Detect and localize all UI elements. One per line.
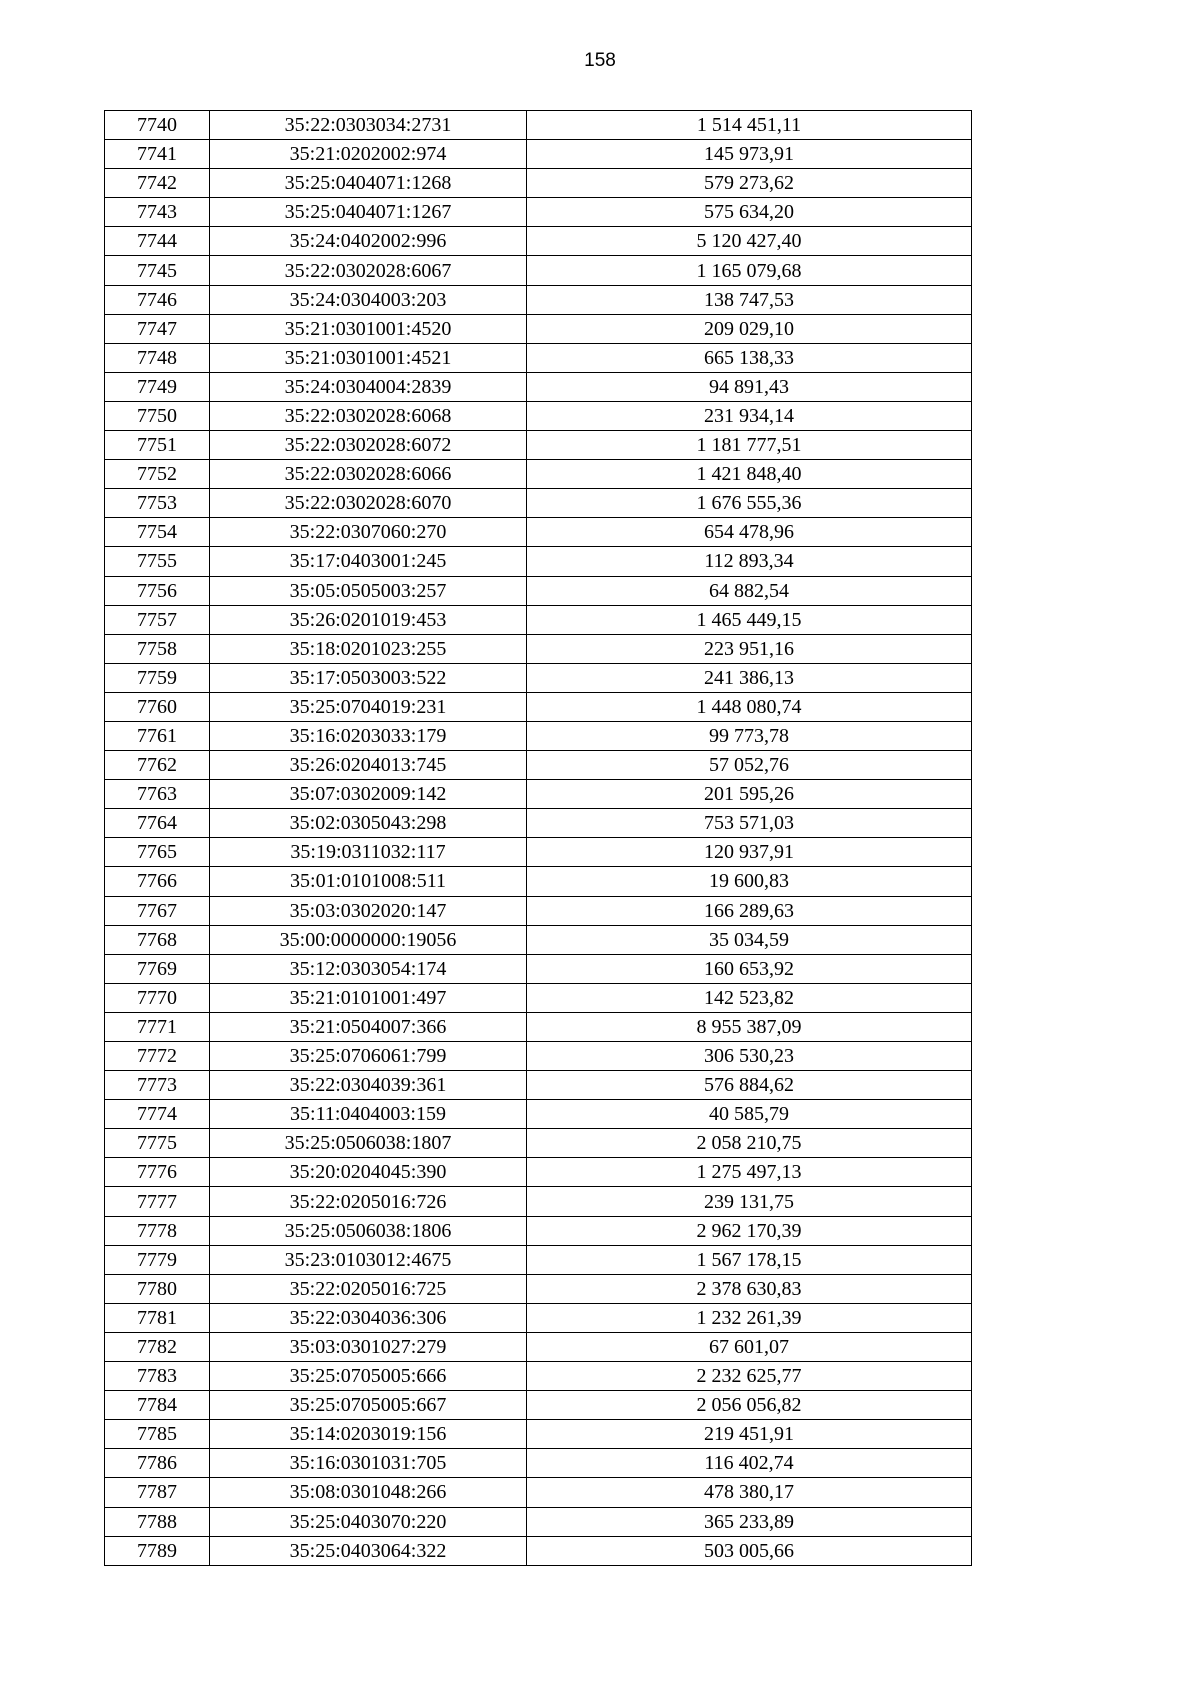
table-row — [105, 1100, 972, 1129]
value-cell: 1 448 080,74 — [527, 692, 972, 721]
table-row — [105, 343, 972, 372]
value-cell: 1 465 449,15 — [527, 605, 972, 634]
value-cell: 478 380,17 — [527, 1478, 972, 1507]
value-cell: 138 747,53 — [527, 285, 972, 314]
row-number-cell: 7783 — [105, 1362, 210, 1391]
row-number-cell: 7778 — [105, 1216, 210, 1245]
cadastral-number-cell: 35:03:0302020:147 — [210, 896, 527, 925]
value-cell: 223 951,16 — [527, 634, 972, 663]
value-cell: 40 585,79 — [527, 1100, 972, 1129]
value-cell: 579 273,62 — [527, 169, 972, 198]
cadastral-number-cell: 35:08:0301048:266 — [210, 1478, 527, 1507]
table-row — [105, 285, 972, 314]
table-row — [105, 576, 972, 605]
cadastral-number-cell: 35:21:0202002:974 — [210, 140, 527, 169]
cadastral-number-cell: 35:25:0404071:1268 — [210, 169, 527, 198]
cadastral-number-cell: 35:24:0304004:2839 — [210, 372, 527, 401]
table-row — [105, 954, 972, 983]
row-number-cell: 7754 — [105, 518, 210, 547]
value-cell: 219 451,91 — [527, 1420, 972, 1449]
table-row — [105, 838, 972, 867]
cadastral-number-cell: 35:22:0302028:6072 — [210, 431, 527, 460]
value-cell: 2 962 170,39 — [527, 1216, 972, 1245]
cadastral-number-cell: 35:25:0705005:667 — [210, 1391, 527, 1420]
cadastral-number-cell: 35:22:0307060:270 — [210, 518, 527, 547]
value-cell: 665 138,33 — [527, 343, 972, 372]
value-cell: 145 973,91 — [527, 140, 972, 169]
cadastral-number-cell: 35:26:0204013:745 — [210, 751, 527, 780]
value-cell: 8 955 387,09 — [527, 1012, 972, 1041]
value-cell: 142 523,82 — [527, 983, 972, 1012]
table-row — [105, 780, 972, 809]
table-row — [105, 634, 972, 663]
table-row — [105, 256, 972, 285]
row-number-cell: 7757 — [105, 605, 210, 634]
cadastral-number-cell: 35:14:0203019:156 — [210, 1420, 527, 1449]
table-row — [105, 1536, 972, 1565]
table-row — [105, 983, 972, 1012]
row-number-cell: 7769 — [105, 954, 210, 983]
cadastral-number-cell: 35:18:0201023:255 — [210, 634, 527, 663]
row-number-cell: 7760 — [105, 692, 210, 721]
cadastral-number-cell: 35:24:0304003:203 — [210, 285, 527, 314]
cadastral-number-cell: 35:22:0302028:6066 — [210, 460, 527, 489]
cadastral-number-cell: 35:25:0403064:322 — [210, 1536, 527, 1565]
table-body — [105, 111, 972, 1566]
cadastral-number-cell: 35:16:0203033:179 — [210, 721, 527, 750]
value-cell: 64 882,54 — [527, 576, 972, 605]
row-number-cell: 7779 — [105, 1245, 210, 1274]
table-row — [105, 314, 972, 343]
table-row — [105, 489, 972, 518]
row-number-cell: 7784 — [105, 1391, 210, 1420]
row-number-cell: 7767 — [105, 896, 210, 925]
cadastral-number-cell: 35:00:0000000:19056 — [210, 925, 527, 954]
table-row — [105, 1071, 972, 1100]
value-cell: 1 232 261,39 — [527, 1303, 972, 1332]
cadastral-number-cell: 35:22:0205016:725 — [210, 1274, 527, 1303]
value-cell: 1 567 178,15 — [527, 1245, 972, 1274]
cadastral-number-cell: 35:03:0301027:279 — [210, 1332, 527, 1361]
cadastral-number-cell: 35:25:0704019:231 — [210, 692, 527, 721]
value-cell: 231 934,14 — [527, 401, 972, 430]
value-cell: 166 289,63 — [527, 896, 972, 925]
value-cell: 2 232 625,77 — [527, 1362, 972, 1391]
cadastral-number-cell: 35:22:0302028:6068 — [210, 401, 527, 430]
value-cell: 654 478,96 — [527, 518, 972, 547]
row-number-cell: 7766 — [105, 867, 210, 896]
row-number-cell: 7750 — [105, 401, 210, 430]
cadastral-number-cell: 35:25:0706061:799 — [210, 1042, 527, 1071]
row-number-cell: 7763 — [105, 780, 210, 809]
table-row — [105, 751, 972, 780]
value-cell: 365 233,89 — [527, 1507, 972, 1536]
table-row — [105, 227, 972, 256]
value-cell: 2 378 630,83 — [527, 1274, 972, 1303]
table-row — [105, 1303, 972, 1332]
table-row — [105, 460, 972, 489]
row-number-cell: 7751 — [105, 431, 210, 460]
row-number-cell: 7742 — [105, 169, 210, 198]
table-row — [105, 111, 972, 140]
table-row — [105, 140, 972, 169]
cadastral-number-cell: 35:11:0404003:159 — [210, 1100, 527, 1129]
table-row — [105, 431, 972, 460]
cadastral-number-cell: 35:22:0303034:2731 — [210, 111, 527, 140]
row-number-cell: 7765 — [105, 838, 210, 867]
row-number-cell: 7755 — [105, 547, 210, 576]
value-cell: 209 029,10 — [527, 314, 972, 343]
cadastral-number-cell: 35:22:0304039:361 — [210, 1071, 527, 1100]
value-cell: 1 676 555,36 — [527, 489, 972, 518]
table-row — [105, 401, 972, 430]
row-number-cell: 7780 — [105, 1274, 210, 1303]
value-cell: 575 634,20 — [527, 198, 972, 227]
value-cell: 116 402,74 — [527, 1449, 972, 1478]
cadastral-number-cell: 35:05:0505003:257 — [210, 576, 527, 605]
table-row — [105, 1274, 972, 1303]
cadastral-number-cell: 35:25:0506038:1807 — [210, 1129, 527, 1158]
table-row — [105, 1478, 972, 1507]
row-number-cell: 7743 — [105, 198, 210, 227]
row-number-cell: 7764 — [105, 809, 210, 838]
cadastral-number-cell: 35:23:0103012:4675 — [210, 1245, 527, 1274]
cadastral-number-cell: 35:21:0301001:4521 — [210, 343, 527, 372]
table-row — [105, 663, 972, 692]
table-row — [105, 896, 972, 925]
table-row — [105, 1216, 972, 1245]
table-row — [105, 1158, 972, 1187]
row-number-cell: 7775 — [105, 1129, 210, 1158]
data-table — [104, 110, 972, 1566]
table-row — [105, 169, 972, 198]
row-number-cell: 7748 — [105, 343, 210, 372]
table-row — [105, 1507, 972, 1536]
row-number-cell: 7785 — [105, 1420, 210, 1449]
row-number-cell: 7787 — [105, 1478, 210, 1507]
cadastral-number-cell: 35:25:0404071:1267 — [210, 198, 527, 227]
value-cell: 503 005,66 — [527, 1536, 972, 1565]
row-number-cell: 7773 — [105, 1071, 210, 1100]
table-row — [105, 1129, 972, 1158]
value-cell: 2 058 210,75 — [527, 1129, 972, 1158]
value-cell: 112 893,34 — [527, 547, 972, 576]
row-number-cell: 7788 — [105, 1507, 210, 1536]
row-number-cell: 7770 — [105, 983, 210, 1012]
value-cell: 94 891,43 — [527, 372, 972, 401]
row-number-cell: 7786 — [105, 1449, 210, 1478]
table-row — [105, 1420, 972, 1449]
value-cell: 99 773,78 — [527, 721, 972, 750]
table-row — [105, 1012, 972, 1041]
row-number-cell: 7761 — [105, 721, 210, 750]
row-number-cell: 7789 — [105, 1536, 210, 1565]
row-number-cell: 7746 — [105, 285, 210, 314]
value-cell: 1 421 848,40 — [527, 460, 972, 489]
table-row — [105, 198, 972, 227]
cadastral-number-cell: 35:22:0205016:726 — [210, 1187, 527, 1216]
value-cell: 35 034,59 — [527, 925, 972, 954]
table-row — [105, 1187, 972, 1216]
cadastral-number-cell: 35:21:0301001:4520 — [210, 314, 527, 343]
cadastral-number-cell: 35:16:0301031:705 — [210, 1449, 527, 1478]
table-row — [105, 518, 972, 547]
cadastral-number-cell: 35:25:0506038:1806 — [210, 1216, 527, 1245]
table-row — [105, 1391, 972, 1420]
row-number-cell: 7759 — [105, 663, 210, 692]
table-row — [105, 1362, 972, 1391]
page-number: 158 — [584, 50, 616, 71]
value-cell: 576 884,62 — [527, 1071, 972, 1100]
cadastral-number-cell: 35:26:0201019:453 — [210, 605, 527, 634]
cadastral-number-cell: 35:22:0304036:306 — [210, 1303, 527, 1332]
value-cell: 201 595,26 — [527, 780, 972, 809]
value-cell: 2 056 056,82 — [527, 1391, 972, 1420]
row-number-cell: 7782 — [105, 1332, 210, 1361]
row-number-cell: 7747 — [105, 314, 210, 343]
value-cell: 306 530,23 — [527, 1042, 972, 1071]
row-number-cell: 7774 — [105, 1100, 210, 1129]
row-number-cell: 7768 — [105, 925, 210, 954]
value-cell: 1 165 079,68 — [527, 256, 972, 285]
row-number-cell: 7762 — [105, 751, 210, 780]
table-row — [105, 372, 972, 401]
value-cell: 1 514 451,11 — [527, 111, 972, 140]
value-cell: 57 052,76 — [527, 751, 972, 780]
value-cell: 239 131,75 — [527, 1187, 972, 1216]
value-cell: 67 601,07 — [527, 1332, 972, 1361]
value-cell: 160 653,92 — [527, 954, 972, 983]
cadastral-number-cell: 35:22:0302028:6070 — [210, 489, 527, 518]
row-number-cell: 7756 — [105, 576, 210, 605]
table-row — [105, 721, 972, 750]
value-cell: 753 571,03 — [527, 809, 972, 838]
row-number-cell: 7781 — [105, 1303, 210, 1332]
cadastral-number-cell: 35:19:0311032:117 — [210, 838, 527, 867]
cadastral-number-cell: 35:20:0204045:390 — [210, 1158, 527, 1187]
value-cell: 5 120 427,40 — [527, 227, 972, 256]
cadastral-number-cell: 35:01:0101008:511 — [210, 867, 527, 896]
cadastral-number-cell: 35:12:0303054:174 — [210, 954, 527, 983]
row-number-cell: 7752 — [105, 460, 210, 489]
value-cell: 1 181 777,51 — [527, 431, 972, 460]
row-number-cell: 7753 — [105, 489, 210, 518]
cadastral-number-cell: 35:24:0402002:996 — [210, 227, 527, 256]
value-cell: 120 937,91 — [527, 838, 972, 867]
row-number-cell: 7741 — [105, 140, 210, 169]
cadastral-number-cell: 35:25:0403070:220 — [210, 1507, 527, 1536]
table-row — [105, 1449, 972, 1478]
row-number-cell: 7740 — [105, 111, 210, 140]
cadastral-number-cell: 35:21:0504007:366 — [210, 1012, 527, 1041]
row-number-cell: 7777 — [105, 1187, 210, 1216]
table-row — [105, 692, 972, 721]
row-number-cell: 7772 — [105, 1042, 210, 1071]
value-cell: 1 275 497,13 — [527, 1158, 972, 1187]
cadastral-number-cell: 35:02:0305043:298 — [210, 809, 527, 838]
table-row — [105, 925, 972, 954]
table-row — [105, 1245, 972, 1274]
cadastral-number-cell: 35:21:0101001:497 — [210, 983, 527, 1012]
cadastral-number-cell: 35:17:0403001:245 — [210, 547, 527, 576]
row-number-cell: 7749 — [105, 372, 210, 401]
table-row — [105, 1042, 972, 1071]
table-row — [105, 867, 972, 896]
table-row — [105, 1332, 972, 1361]
row-number-cell: 7744 — [105, 227, 210, 256]
cadastral-number-cell: 35:25:0705005:666 — [210, 1362, 527, 1391]
row-number-cell: 7745 — [105, 256, 210, 285]
value-cell: 241 386,13 — [527, 663, 972, 692]
table-row — [105, 547, 972, 576]
cadastral-number-cell: 35:22:0302028:6067 — [210, 256, 527, 285]
table-row — [105, 809, 972, 838]
value-cell: 19 600,83 — [527, 867, 972, 896]
cadastral-number-cell: 35:17:0503003:522 — [210, 663, 527, 692]
row-number-cell: 7776 — [105, 1158, 210, 1187]
cadastral-number-cell: 35:07:0302009:142 — [210, 780, 527, 809]
table-row — [105, 605, 972, 634]
row-number-cell: 7771 — [105, 1012, 210, 1041]
row-number-cell: 7758 — [105, 634, 210, 663]
